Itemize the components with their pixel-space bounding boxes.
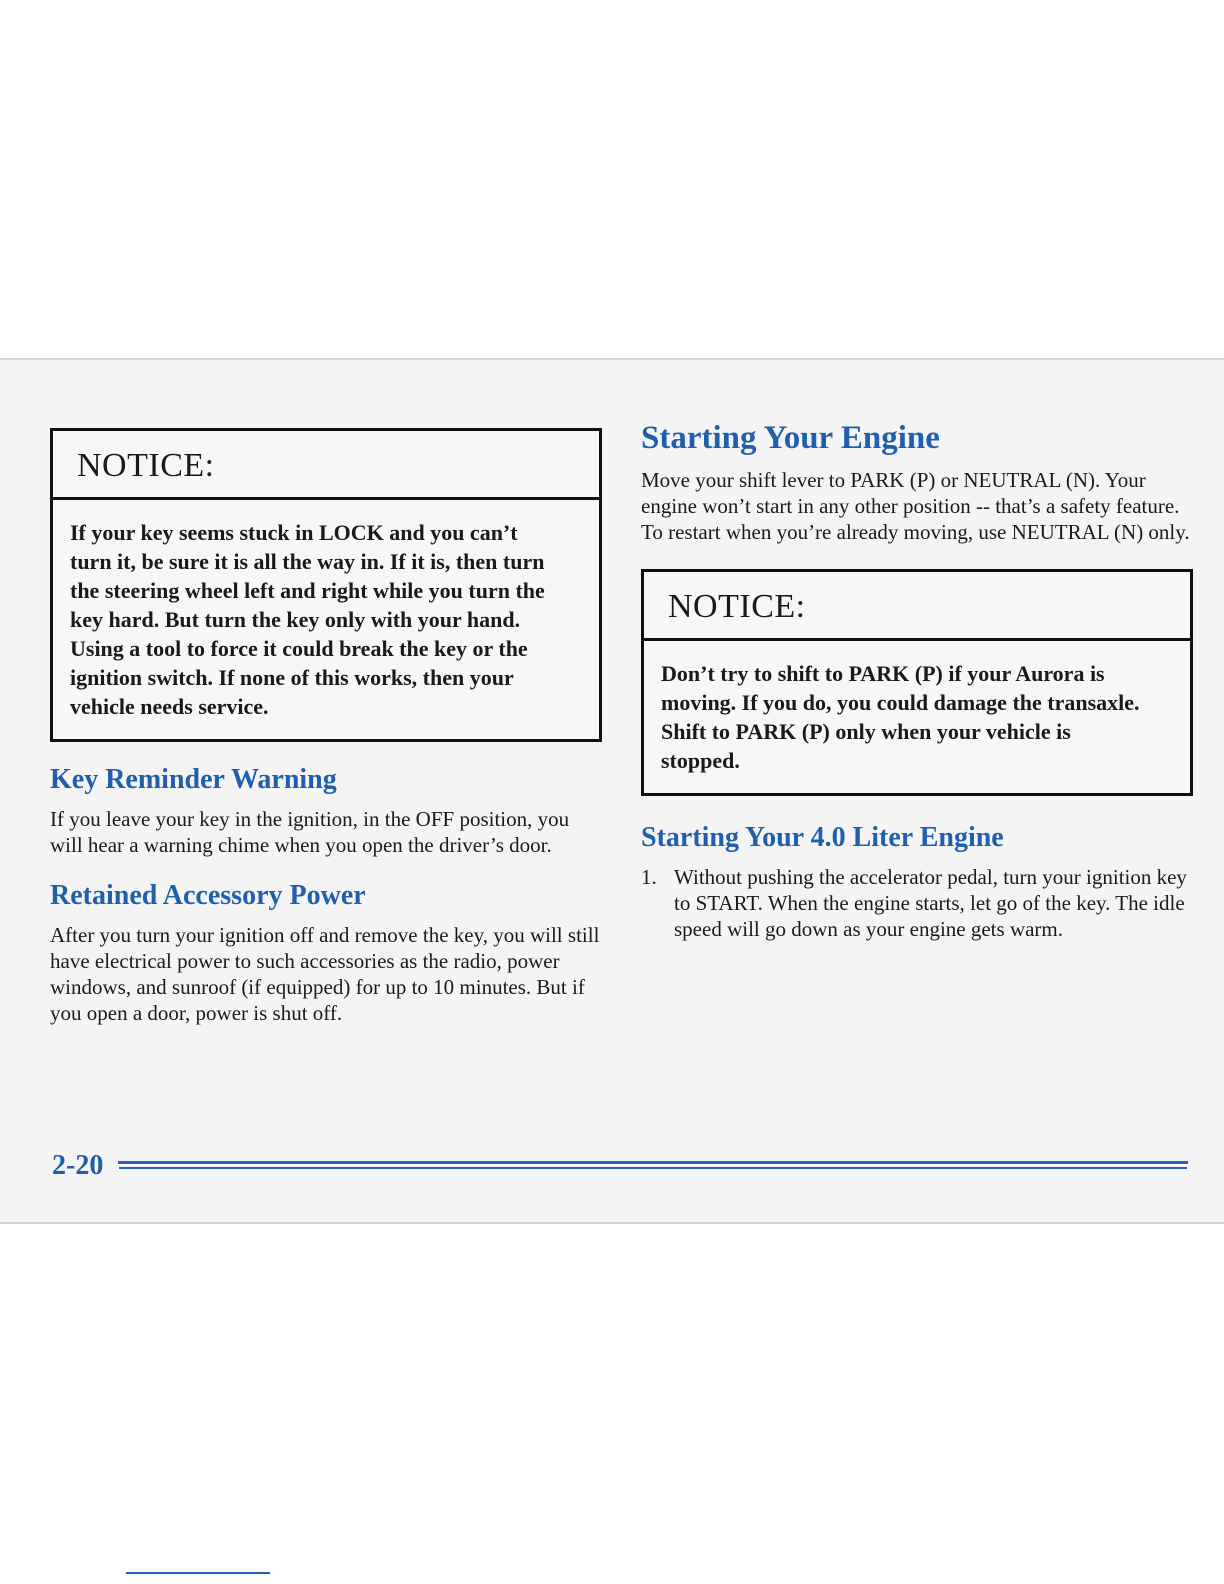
right-column	[641, 420, 1193, 942]
paragraph-key-reminder: If you leave your key in the ignition, in the OFF position, you will hear a warning chime when you open the driver’s door.	[50, 807, 570, 857]
left-column	[50, 428, 602, 1026]
section-heading-key-reminder: Key Reminder Warning	[50, 764, 337, 795]
paragraph-starting-engine: Move your shift lever to PARK (P) or NEUTRAL (N). Your engine won’t start in any other position -- that’s a safety feature. To restart when you’re already moving, use NEUTRAL (N) only.	[641, 468, 1190, 544]
section-heading-starting-engine: Starting Your Engine	[641, 420, 940, 456]
notice-text: Don’t try to shift to PARK (P) if your Aurora is moving. If you do, you could damage the transaxle. Shift to PARK (P) only when your vehicle is stopped.	[661, 661, 1140, 773]
bottom-divider	[126, 1572, 270, 1574]
page-number: 2-20	[52, 1150, 104, 1181]
section-heading-retained-power: Retained Accessory Power	[50, 880, 366, 911]
step-text: Without pushing the accelerator pedal, turn your ignition key to START. When the engine starts, let go of the key. The idle speed will go down as your engine gets warm.	[674, 865, 1187, 941]
steps-list	[641, 864, 1193, 942]
page-footer	[52, 1150, 1188, 1180]
footer-rule	[118, 1161, 1188, 1165]
manual-page	[0, 358, 1224, 1224]
notice-box-park	[641, 569, 1193, 796]
section-heading-liter-engine: Starting Your 4.0 Liter Engine	[641, 822, 1004, 853]
notice-title: NOTICE:	[644, 572, 1190, 641]
list-item	[641, 864, 1193, 942]
notice-title: NOTICE:	[53, 431, 599, 500]
notice-text: If your key seems stuck in LOCK and you can’t turn it, be sure it is all the way in. If it is, then turn the steering wheel left and right while you turn the key hard. But turn the key only with your hand. Using a tool to force it could break the key or the ignition switch. If none of this works, then your vehicle needs service.	[70, 520, 545, 719]
notice-box-key-stuck	[50, 428, 602, 742]
step-number: 1.	[641, 865, 657, 889]
paragraph-retained-power: After you turn your ignition off and remove the key, you will still have electrical power to such accessories as the radio, power windows, and sunroof (if equipped) for up to 10 minutes. But if you open a door, power is shut off.	[50, 923, 600, 1025]
